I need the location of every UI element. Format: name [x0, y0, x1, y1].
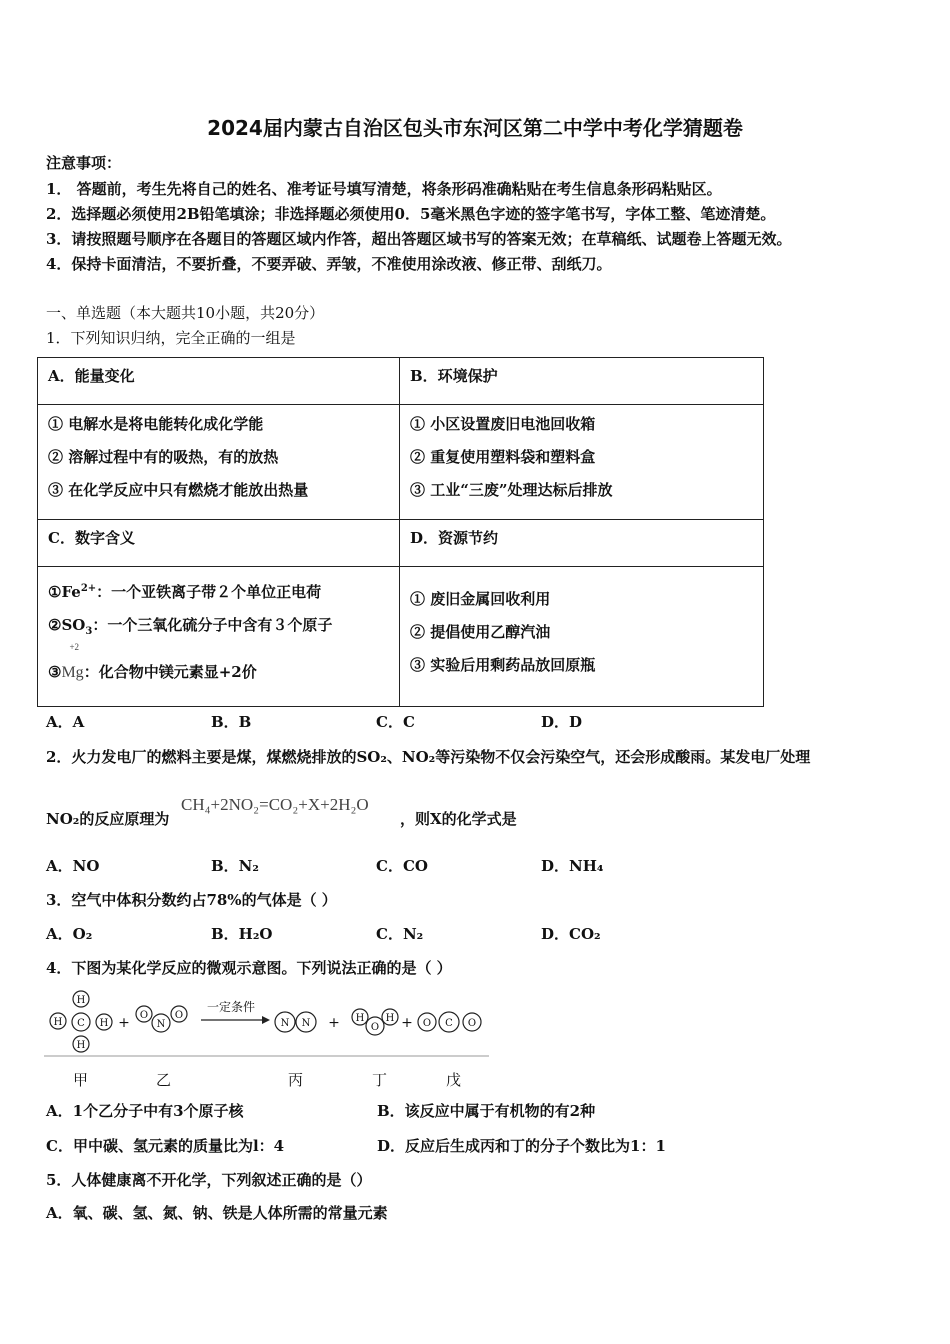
- q3-option-a[interactable]: A．O₂: [46, 925, 93, 943]
- q1-knowledge-table: [37, 357, 764, 707]
- q1-cell-b-head: B．环境保护: [400, 358, 764, 405]
- q1-d-item: ② 提倡使用乙醇汽油: [410, 623, 551, 641]
- q4-option-d[interactable]: D．反应后生成丙和丁的分子个数比为1：1: [377, 1137, 666, 1155]
- q4-option-a[interactable]: A．1个乙分子中有3个原子核: [46, 1102, 244, 1120]
- molecule-co2: [418, 1012, 481, 1032]
- svg-text:O: O: [139, 1010, 149, 1021]
- q2-option-b[interactable]: B．N₂: [211, 857, 259, 875]
- plus-sign: +: [401, 1015, 413, 1031]
- q2-stem-tail: ，则X的化学式是: [400, 810, 517, 828]
- molecule-ch4: [50, 991, 112, 1052]
- note-item-3: 3．请按照题号顺序在各题目的答题区域内作答，超出答题区域书写的答案无效；在草稿纸、试题卷上答题无效。: [46, 230, 792, 248]
- q5-stem: 5．人体健康离不开化学，下列叙述正确的是（）: [46, 1171, 372, 1189]
- note-item-4: 4．保持卡面清洁，不要折叠，不要弄破、弄皱，不准使用涂改液、修正带、刮纸刀。: [46, 255, 612, 273]
- svg-text:O: O: [370, 1022, 380, 1033]
- q1-c-item-fe: $①Fe^{2+}$：一个亚铁离子带２个单位正电荷: [48, 583, 322, 601]
- label-jia: 甲: [73, 1071, 89, 1089]
- svg-text:O: O: [467, 1018, 477, 1029]
- q4-option-b[interactable]: B．该反应中属于有机物的有2种: [377, 1102, 596, 1120]
- q2-option-a[interactable]: A．NO: [46, 857, 100, 875]
- q1-cell-a-head: A．能量变化: [38, 358, 400, 405]
- q3-options: [46, 923, 706, 944]
- q1-d-item: ① 废旧金属回收利用: [410, 590, 551, 608]
- q1-cell-d-body: [400, 567, 764, 707]
- q1-option-d[interactable]: D．D: [541, 713, 583, 731]
- q3-option-c[interactable]: C．N₂: [376, 925, 424, 943]
- q2-option-c[interactable]: C．CO: [376, 857, 428, 875]
- q3-option-d[interactable]: D．CO₂: [541, 925, 601, 943]
- svg-text:H: H: [53, 1017, 63, 1028]
- q1-cell-d-head: D．资源节约: [400, 520, 764, 567]
- q2-option-d[interactable]: D．NH₄: [541, 857, 604, 875]
- svg-text:H: H: [355, 1013, 365, 1024]
- molecule-h2o: [352, 1009, 398, 1035]
- q1-c-item-so3: $②SO_3$：一个三氧化硫分子中含有３个原子: [48, 616, 333, 637]
- note-item-2: 2．选择题必须使用2B铅笔填涂；非选择题必须使用0．5毫米黑色字迹的签字笔书写，字体工整、笔迹清楚。: [46, 205, 776, 223]
- q1-b-item: ③ 工业“三废”处理达标后排放: [410, 481, 613, 499]
- q1-options: [46, 711, 706, 732]
- label-bing: 丙: [288, 1071, 304, 1089]
- q1-d-item: ③ 实验后用剩药品放回原瓶: [410, 656, 596, 674]
- q5-option-a[interactable]: A．氧、碳、氢、氮、钠、铁是人体所需的常量元素: [46, 1204, 388, 1222]
- plus-sign: +: [118, 1015, 130, 1031]
- svg-text:H: H: [76, 995, 86, 1006]
- q1-option-b[interactable]: B．B: [211, 713, 252, 731]
- label-yi: 乙: [156, 1071, 172, 1089]
- q1-c-item-mg: ③ +2 Mg：化合物中镁元素显+2价: [48, 642, 257, 681]
- notes-heading: 注意事项：: [46, 154, 122, 172]
- svg-text:C: C: [445, 1018, 453, 1029]
- q1-a-item: ② 溶解过程中有的吸热，有的放热: [48, 448, 279, 466]
- label-ding: 丁: [372, 1071, 388, 1089]
- molecule-no2: [136, 1006, 187, 1032]
- molecule-n2: [275, 1012, 316, 1032]
- q1-option-a[interactable]: A．A: [46, 713, 85, 731]
- svg-text:C: C: [77, 1018, 85, 1029]
- q3-stem: 3．空气中体积分数约占78%的气体是（ ）: [46, 891, 337, 909]
- q3-option-b[interactable]: B．H₂O: [211, 925, 273, 943]
- svg-text:H: H: [385, 1013, 395, 1024]
- q1-cell-a-body: [38, 405, 400, 520]
- svg-text:N: N: [301, 1018, 311, 1029]
- q1-b-item: ② 重复使用塑料袋和塑料盒: [410, 448, 596, 466]
- arrow-head-icon: [262, 1016, 270, 1024]
- page-title: 2024届内蒙古自治区包头市东河区第二中学中考化学猜题卷: [207, 116, 743, 140]
- svg-text:O: O: [422, 1018, 432, 1029]
- q1-cell-c-head: C．数字含义: [38, 520, 400, 567]
- q2-stem-line1: 2．火力发电厂的燃料主要是煤，煤燃烧排放的SO₂、NO₂等污染物不仅会污染空气，还会形成酸雨。某发电厂处理: [46, 748, 811, 766]
- q2-options: [46, 855, 706, 876]
- q1-cell-c-body: [38, 567, 400, 707]
- reaction-condition: 一定条件: [206, 1000, 256, 1014]
- plus-sign: +: [328, 1015, 340, 1031]
- note-item-1: 1． 答题前，考生先将自己的姓名、准考证号填写清楚，将条形码准确粘贴在考生信息条形码粘贴区。: [46, 180, 722, 198]
- svg-text:N: N: [156, 1019, 166, 1030]
- q1-a-item: ① 电解水是将电能转化成化学能: [48, 415, 264, 433]
- svg-text:H: H: [99, 1018, 109, 1029]
- section-heading: 一、单选题（本大题共10小题，共20分）: [46, 304, 325, 322]
- q1-a-item: ③ 在化学反应中只有燃烧才能放出热量: [48, 481, 309, 499]
- q4-stem: 4．下图为某化学反应的微观示意图。下列说法正确的是（ ）: [46, 959, 452, 977]
- svg-text:O: O: [174, 1010, 184, 1021]
- q2-equation: CH₄+2NO₂=CO₂+X+2H₂O: [181, 795, 369, 814]
- q1-b-item: ① 小区设置废旧电池回收箱: [410, 415, 596, 433]
- q1-stem: 1．下列知识归纳，完全正确的一组是: [46, 329, 296, 347]
- q4-option-c[interactable]: C．甲中碳、氢元素的质量比为l：4: [46, 1137, 285, 1155]
- q2-stem-line2: NO₂的反应原理为: [46, 810, 170, 828]
- svg-text:H: H: [76, 1040, 86, 1051]
- svg-text:N: N: [280, 1018, 290, 1029]
- q1-cell-b-body: [400, 405, 764, 520]
- label-wu: 戊: [446, 1071, 462, 1089]
- q1-option-c[interactable]: C．C: [376, 713, 415, 731]
- q4-reaction-diagram: [44, 990, 489, 1060]
